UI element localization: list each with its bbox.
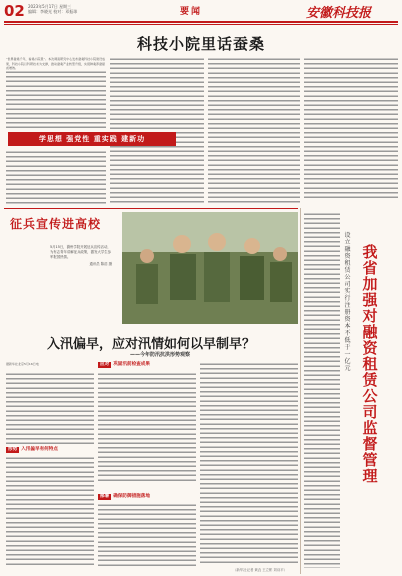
article3-subtitle: ——今年防汛抗洪形势观察 (130, 352, 191, 358)
article3-column-2a (98, 372, 196, 484)
photo-caption-text: 5月15日，滁州学院开展征兵宣传活动，为有志青年讲解征兵政策，激发大学生参军报国热情。 (50, 245, 112, 259)
slogan-banner: 学思想 强党性 重实践 建新功 (8, 132, 176, 146)
newspaper-logo: 安徽科技报 (306, 6, 372, 21)
article1-column-1 (6, 70, 106, 130)
header-rule-thin (4, 24, 398, 25)
article3-subhead-1 (6, 447, 94, 453)
subhead-text: 确保防御措施落地 (113, 494, 150, 499)
article3-column-1a (6, 372, 94, 444)
subhead-tag: 应对 (100, 362, 110, 367)
right-column-rule (300, 208, 301, 574)
subhead-text: 入汛偏早有何特点 (21, 447, 58, 452)
section-name: 要闻 (180, 7, 203, 17)
subhead-tag: 形势 (8, 447, 18, 452)
article1-title: 科技小院里话蚕桑 (136, 35, 265, 53)
recruitment-photo (122, 212, 298, 324)
photo-illustration (122, 212, 298, 324)
header-rule (4, 21, 398, 23)
article3-credit: （新华社记者 黄垚 王立彬 刘诗平） (233, 568, 288, 572)
page-number: 02 (4, 2, 25, 20)
article3-subhead-2 (98, 362, 196, 368)
article1-lead: “世界蚕桑千年，看桑小院里”。本次调查研究中心发布蚕桑科技小院建设成果，科技小院以科研技术为支撑，推动蚕桑产业转型升级，实现种桑养蚕提质增效。 (6, 57, 106, 71)
article3-column-3 (200, 362, 298, 564)
article4-subtitle: 设立融资租赁公司实行注册资本不低于一亿元 (344, 232, 351, 372)
section-rule (4, 208, 298, 209)
subhead-tag: 部署 (100, 494, 110, 499)
header-meta (28, 4, 77, 14)
article3-subhead-3 (98, 494, 196, 500)
article3-title: 入汛偏早，应对汛情如何以早制早？ (46, 337, 255, 352)
article2-title: 征兵宣传进高校 (10, 217, 102, 231)
article3-column-1b (6, 456, 94, 568)
article1-column-2 (110, 57, 204, 205)
article1-column-4 (304, 57, 398, 199)
subhead-text: 巩固汛前检查成果 (113, 362, 150, 367)
article3-source: 据新华社北京5月16日电 (6, 362, 39, 366)
article2-caption (50, 245, 112, 267)
header-date: 2023年5月17日 星期三 (28, 4, 72, 9)
article4-title: 我省加强对融资租赁公司监督管理 (362, 243, 378, 485)
article1-column-1b (6, 150, 106, 205)
photo-credit: 通讯员 陈浩 摄 (89, 262, 112, 266)
article1-column-3 (208, 57, 300, 205)
article3-column-2b (98, 503, 196, 568)
article4-column-1 (304, 212, 340, 568)
header-editor: 编辑：李晓光 校对：邓振球 (28, 9, 78, 14)
